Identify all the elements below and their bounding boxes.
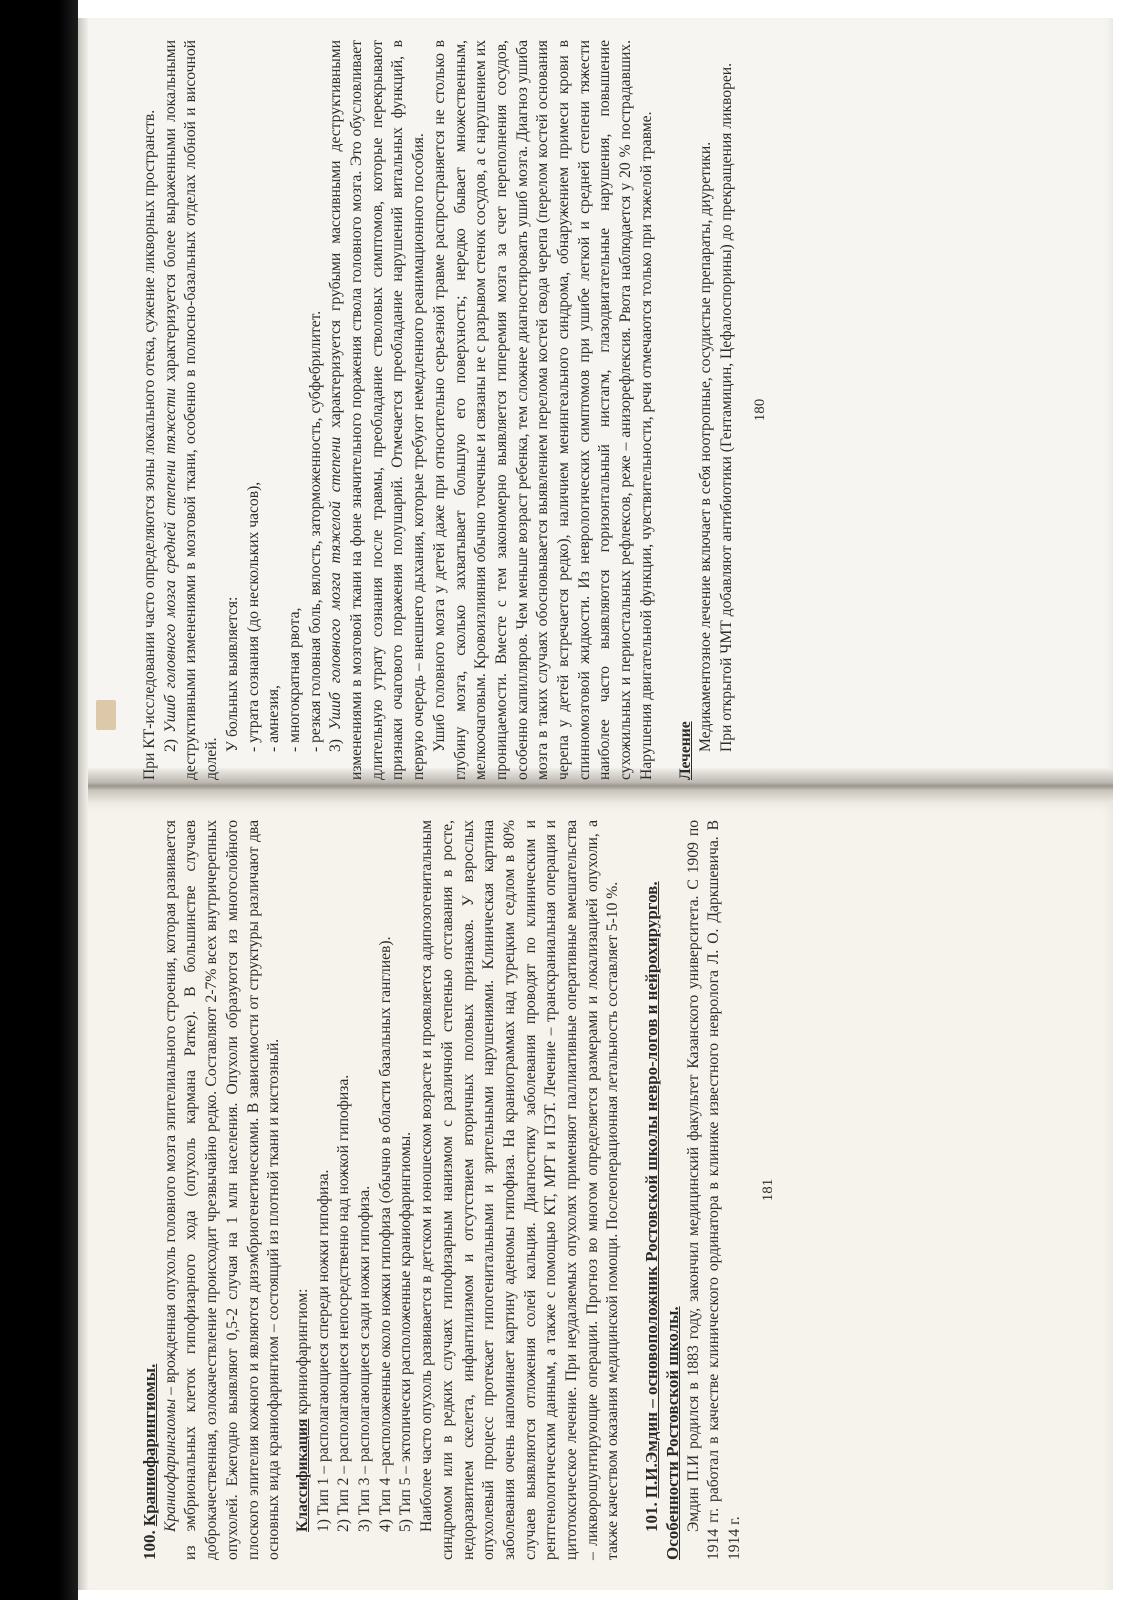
section-heading-101: 101.П.И.Эмдин – основоположник Ростовской школы невро-логов и нейрохирургов. Особенности Ростовской школы.	[642, 881, 682, 1560]
page-181-text	[140, 820, 778, 1560]
term-craniopharyngioma: Краниофарингиомы	[161, 1398, 179, 1532]
term-moderate-contusion: Ушиб головного мозга средней степени тяжести	[161, 388, 179, 733]
list-item: - амнезия,	[265, 685, 283, 752]
list-item: - утрата сознания (до нескольких часов),	[244, 481, 262, 752]
list-item: - резкая головная боль, вялость, заторможенность, субфебрилитет.	[306, 310, 324, 752]
section-heading-100: 100.Краниофарингиомы.	[140, 1363, 159, 1560]
paragraph-emdin-bio: Эмдин П.И родился в 1883 году, закончил медицинский факультет Казанского университета. С 1909 по 1914 гг. работал в качестве клинического ординатора в клинике известного невролога Л. О. Даркшевича. В 1914 г.	[684, 820, 743, 1560]
paragraph-ct-findings: При КТ-исследовании часто определяются зоны локального отека, сужение ликворных пространств.	[141, 109, 158, 780]
paragraph-severe-contusion: 3) Ушиб головного мозга тяжелой степени характеризуется грубыми массивными деструктивными изменениями в мозговой ткани на фоне значительного поражения ствола головного мозга. Это обусловливает длительную утрату сознания после травмы, преобладание стволовых симптомов, которые перекрывают признаки очагового поражения полушарий. Отмечается преобладание нарушений витальных функций, в первую очередь – внешнего дыхания, которые требуют немедленного реанимационного пособия.	[327, 40, 428, 780]
classification-item: 2) Тип 2 – располагающиеся непосредственно над ножкой гипофиза.	[335, 1074, 353, 1532]
book-binding-shadow	[0, 0, 78, 1600]
paragraph-medication: Медикаментозное лечение включает в себя ноотропные, сосудистые препараты, диуретики.	[697, 141, 715, 752]
classification-item: 1) Тип 1 – располагающиеся спереди ножки гипофиза.	[314, 1169, 332, 1532]
spacer	[285, 820, 293, 1560]
term-severe-contusion: Ушиб головного мозга тяжелой степени	[327, 436, 345, 730]
spacer	[658, 40, 676, 780]
section-title-emdin: П.И.Эмдин – основоположник Ростовской школы невро-логов и нейрохирургов. Особенности Ростовской школы.	[642, 881, 682, 1560]
list-item: - многократная рвота,	[285, 607, 303, 752]
paragraph-definition: Краниофарингиомы – врожденная опухоль головного мозга эпителиального строения, которая развивается из эмбриональных клеток гипофизарного хода (опухоль кармана Ратке). В большинстве случаев доброкачественная, озлокачествление происходит чрезвычайно редко. Составляют 2-7% всех внутричерепных опухолей. Ежегодно выявляют 0,5-2 случая на 1 млн населения. Опухоли образуются из многослойного плоского эпителия кожного и являются дизэмбриогенетическими. В зависимости от структуры различают два основных вида краниофарингиом – состоящий из плотной ткани и кистозный.	[161, 820, 283, 1560]
paragraph-children-contusion: Ушиб головного мозга у детей даже при относительно серьезной травме распространяется не столько в глубину мозга, сколько захватывает большую его поверхность; нередко бывает множественным, мелкоочаговым. Кровоизлияния обычно точечные и связаны не с разрывом стенок сосудов, а с нарушением их проницаемости. Вместе с тем закономерно выявляется гиперемия мозга за счет переполнения сосудов, особенно капилляров. Чем меньше возраст ребенка, тем сложнее диагностировать ушиб мозга. Диагноз ушиба мозга в таких случаях обосновывается выявлением перелома костей свода черепа (перелом костей основания черепа у детей встречается редко), наличием менингеального синдрома, обнаружением примеси крови в спинномозговой жидкости. Из неврологических симптомов при ушибе легкой и средней степени тяжести наиболее часто выявляются горизонтальный нистагм, глазодвигательные нарушения, повышение сухожильных и периостальных рефлексов, реже – анизорефлексия. Рвота наблюдается у 20 % пострадавших. Нарушения двигательной функции, чувствительности, речи отмечаются только при тяжелой травме.	[430, 40, 655, 780]
page-180-text	[140, 40, 770, 780]
classification-item: 5) Тип 5 – эктопически расположенные краниофарингиомы.	[397, 1131, 415, 1532]
page-number: 180	[751, 398, 768, 422]
classification-heading: Классификация криниофарингиом:	[293, 1288, 311, 1532]
page-number: 181	[759, 1178, 776, 1202]
paragraph-open-tbi: При открытой ЧМТ добавляют антибиотики (Гентамицин, Цефалоспорины) до прекращения ликвореи.	[717, 62, 735, 752]
paragraph-patients-show: У больных выявляется:	[223, 596, 241, 752]
paragraph-moderate-contusion: 2) Ушиб головного мозга средней степени тяжести характеризуется более выраженными локальными деструктивными изменениями в мозговой ткани, особенно в полюсно-базальных отделах лобной и височной долей.	[161, 40, 221, 780]
classification-item: 4) Тип 4 –расположенные около ножки гипофиза (обычно в области базальных ганглиев).	[376, 936, 394, 1532]
bookmark-stain	[96, 700, 116, 730]
paragraph-clinical-picture: Наиболее часто опухоль развивается в детском и юношеском возрасте и проявляется адипозогенитальным синдромом или в редких случаях гипофизарным нанизмом с различной степенью отставания в росте, недоразвитием скелета, инфантилизмом и отсутствием вторичных половых признаков. У взрослых опухолевый процесс протекает гипогенитальными и зрительными нарушениями. Клиническая картина заболевания очень напоминает картину аденомы гипофиза. На краниограммах над турецким седлом в 80% случаев выявляются отложения солей кальция. Диагностику заболевания проводят по клиническим и рентгенологическим данным, а также с помощью КТ, МРТ и ПЭТ. Лечение – транскраниальная операция и цитотоксическое лечение. При неудаляемых опухолях применяют паллиативные оперативные вмешательства – ликворошунтирующие операции. Прогноз во многом определяется размерами и локализацией опухоли, а также качеством оказания медицинской помощи. Послеоперационная летальность составляет 5-10 %.	[418, 820, 622, 1560]
page-edge-stack	[78, 18, 88, 1590]
heading-treatment: Лечение	[676, 721, 694, 780]
classification-item: 3) Тип 3 – располагающиеся сзади ножки гипофиза.	[356, 1185, 374, 1532]
spacer	[624, 820, 642, 1560]
section-title-craniopharyngioma: Краниофарингиомы.	[140, 1363, 159, 1527]
